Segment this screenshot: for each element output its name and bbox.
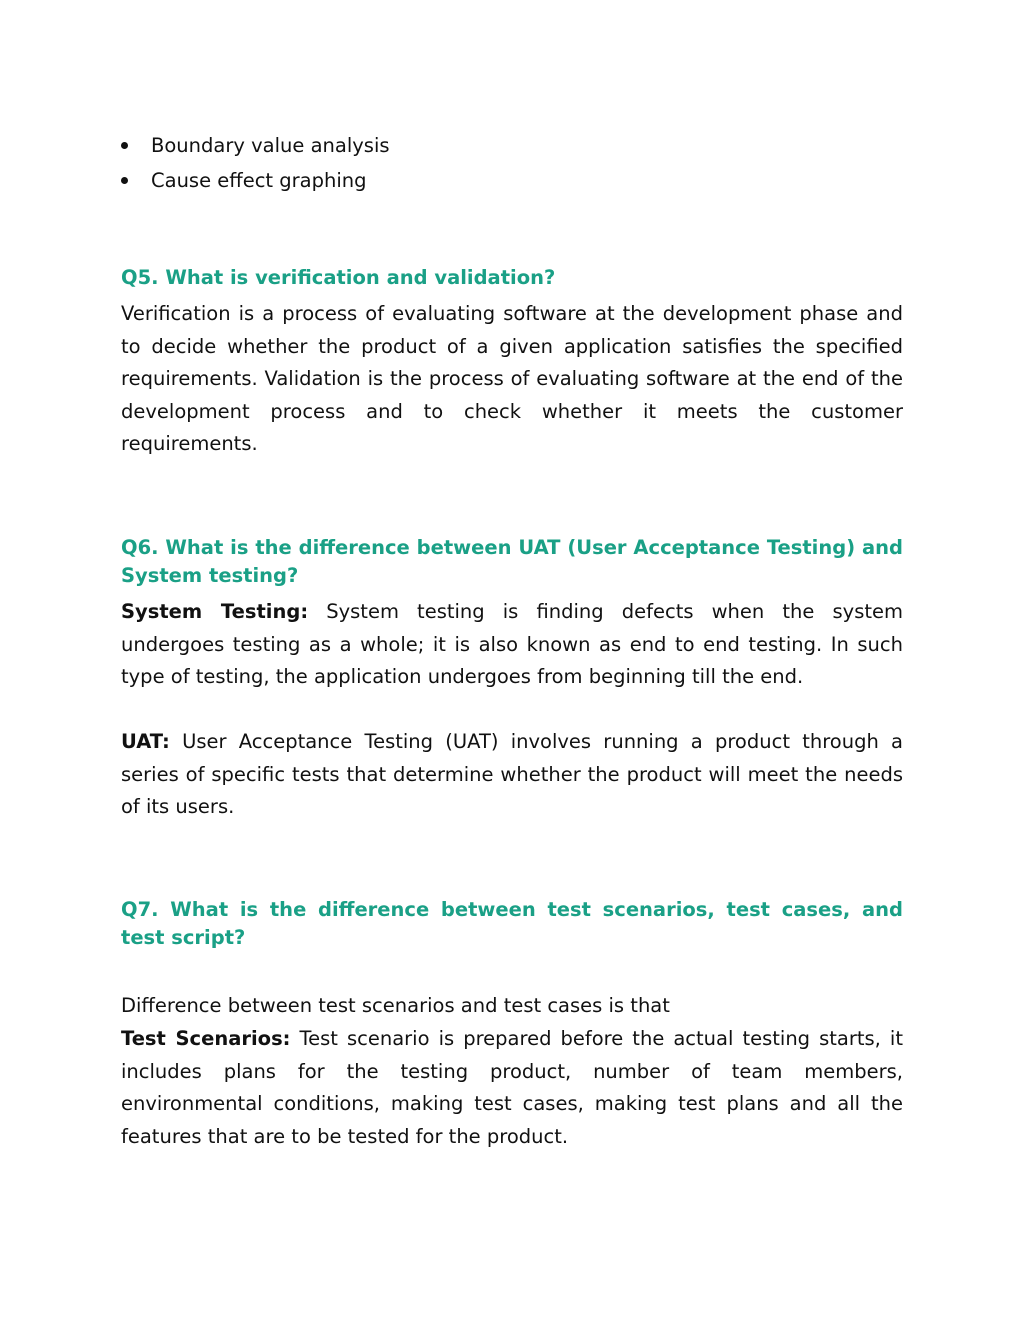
q7-heading: Q7. What is the difference between test scenarios, test cases, and test script? — [121, 898, 903, 949]
test-scenarios-text: Test scenario is prepared before the actual testing starts, it includes plans for the testing product, number of team members, environmental conditions, making test cases, making test plans and all the features that are to be tested for the product. — [121, 1027, 903, 1148]
q6-heading: Q6. What is the difference between UAT (User Acceptance Testing) and System testing? — [121, 536, 903, 587]
q7-intro: Difference between test scenarios and test cases is that — [121, 994, 670, 1017]
system-testing-label: System Testing: — [121, 600, 309, 623]
list-item — [121, 163, 903, 198]
q5-body: Verification is a process of evaluating software at the development phase and to decide whether the product of a given application satisfies the specified requirements. Validation is the process of evaluating software at the end of the development process and to check whether it meets the customer requirements. — [121, 302, 903, 455]
bullet-icon — [121, 142, 128, 149]
q5-heading: Q5. What is verification and validation? — [121, 266, 556, 289]
uat-text: User Acceptance Testing (UAT) involves running a product through a series of specific tests that determine whether the product will meet the needs of its users. — [121, 730, 903, 818]
uat-label: UAT: — [121, 730, 170, 753]
q7-test-scenarios-paragraph — [121, 1023, 903, 1153]
q6-system-testing-paragraph — [121, 596, 903, 694]
bullet-icon — [121, 177, 128, 184]
list-item-text: Cause effect graphing — [151, 169, 367, 192]
bullet-list — [121, 128, 903, 198]
list-item — [121, 128, 903, 163]
list-item-text: Boundary value analysis — [151, 134, 390, 157]
test-scenarios-label: Test Scenarios: — [121, 1027, 291, 1050]
q6-uat-paragraph — [121, 726, 903, 824]
system-testing-text: System testing is finding defects when the system undergoes testing as a whole; it is also known as end to end testing. In such type of testing, the application undergoes from beginning till the end. — [121, 600, 903, 688]
